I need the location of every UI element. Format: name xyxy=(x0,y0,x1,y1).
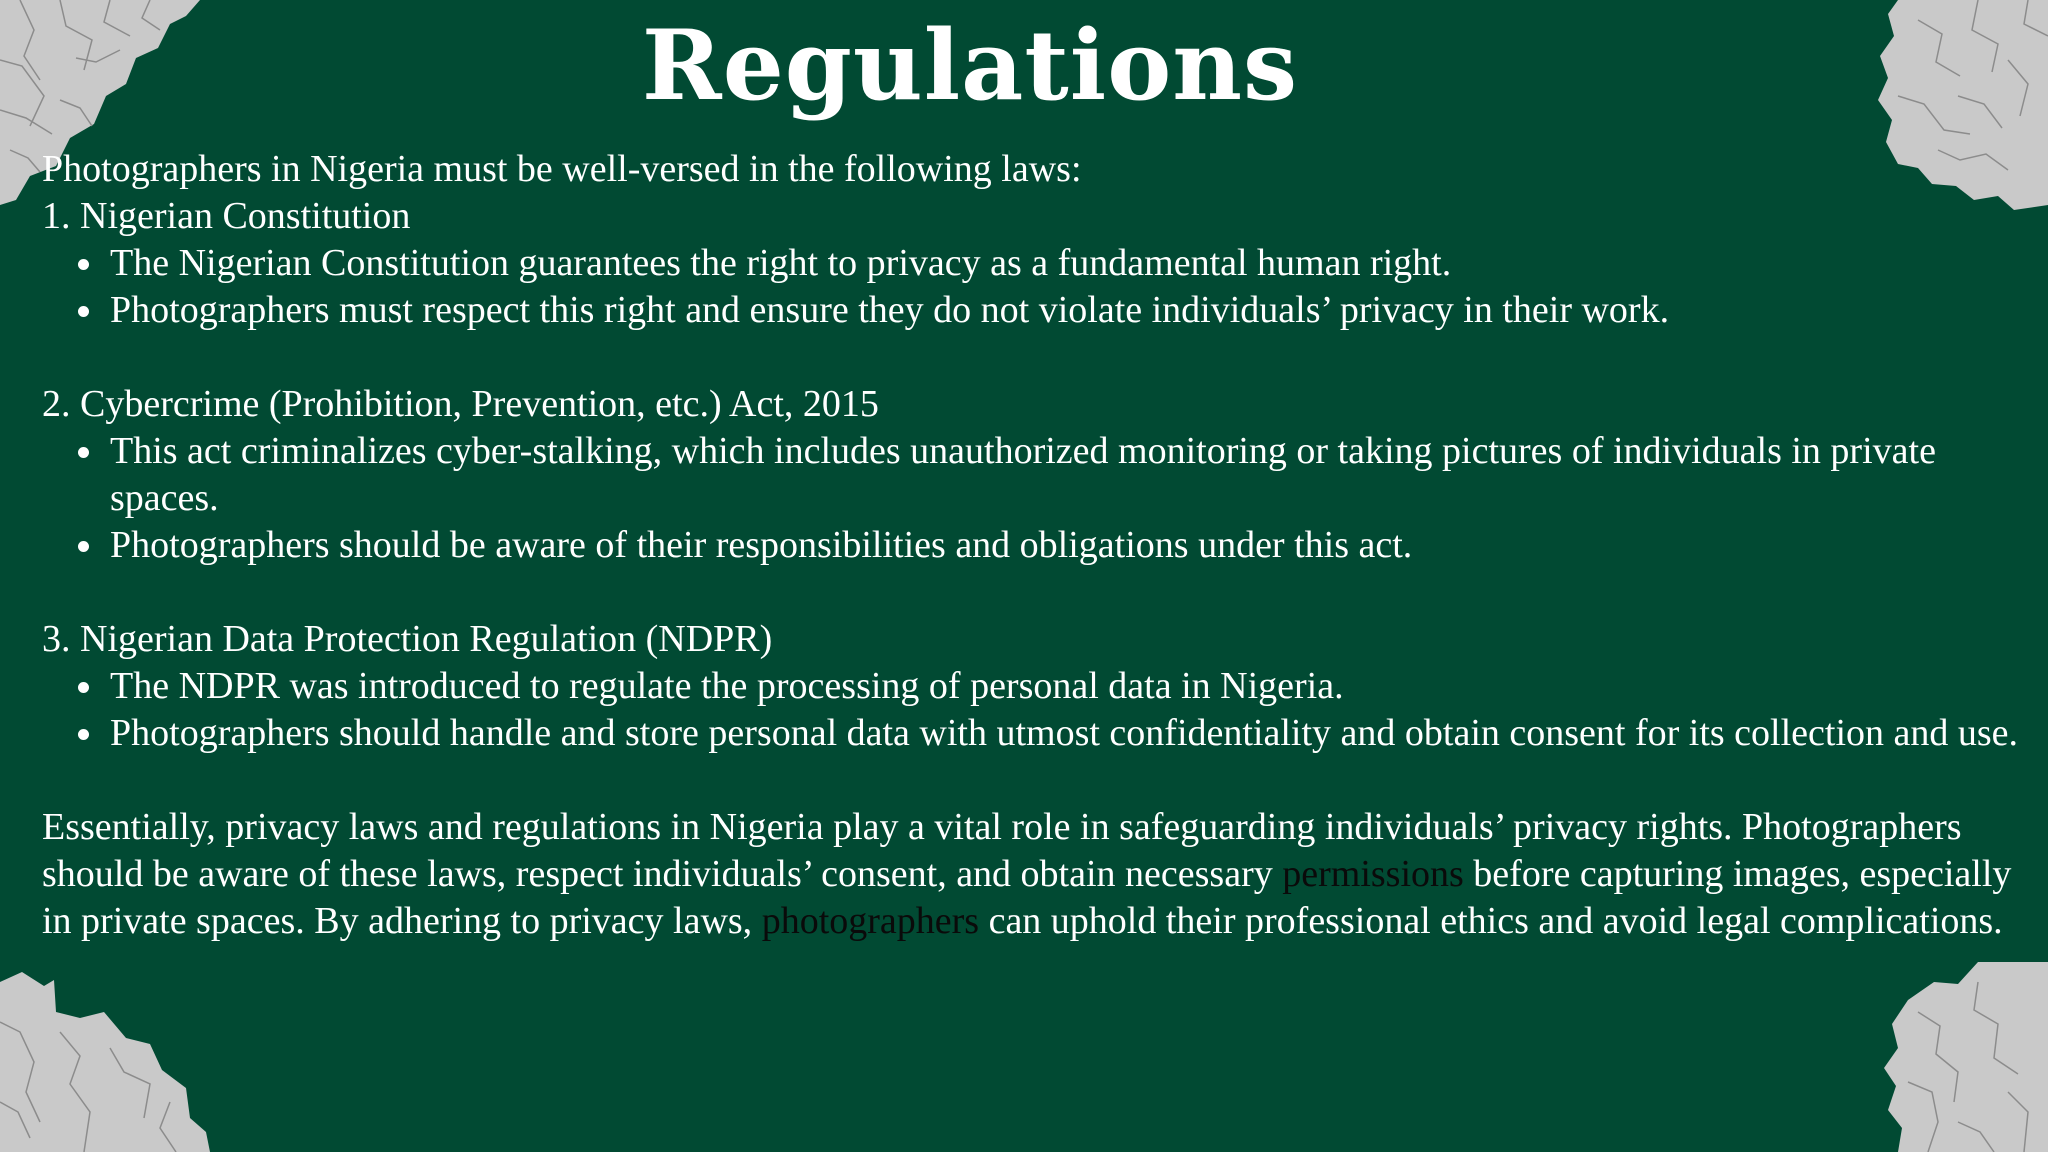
section-heading-constitution: 1. Nigerian Constitution xyxy=(42,195,411,237)
section-heading-ndpr: 3. Nigerian Data Protection Regulation (NDPR) xyxy=(42,618,773,660)
spacer xyxy=(42,757,2032,804)
conclusion-word-permissions: permissions xyxy=(1282,853,1464,895)
slide-title: Regulations xyxy=(641,9,1299,122)
conclusion-text: Essentially, privacy laws and regulations in Nigeria play a vital role in safeguarding individuals’ privacy rights. Photographers should be aware of these laws, respect individuals’ consent, and obtain necessary xyxy=(42,806,1962,895)
bullet-list-cybercrime-act xyxy=(42,428,2032,569)
conclusion-word-photographers: photographers xyxy=(761,900,980,942)
bullet-list-ndpr xyxy=(42,663,2032,757)
intro-text: Photographers in Nigeria must be well-versed in the following laws: xyxy=(42,148,1082,190)
spacer xyxy=(42,569,2032,616)
bullet-item: The NDPR was introduced to regulate the processing of personal data in Nigeria. xyxy=(110,663,2032,710)
slide-body xyxy=(42,146,2032,945)
bullet-item: The Nigerian Constitution guarantees the right to privacy as a fundamental human right. xyxy=(110,240,2032,287)
bullet-list-constitution xyxy=(42,240,2032,334)
bullet-item: Photographers should be aware of their responsibilities and obligations under this act. xyxy=(110,522,2032,569)
section-heading-cybercrime-act: 2. Cybercrime (Prohibition, Prevention, etc.) Act, 2015 xyxy=(42,383,879,425)
conclusion-text: before capturing images, especially in private spaces. By adhering to privacy laws, xyxy=(42,853,2012,942)
conclusion-paragraph xyxy=(42,804,2032,945)
conclusion-text: can uphold their professional ethics and avoid legal complications. xyxy=(979,900,2003,942)
bullet-item: This act criminalizes cyber-stalking, which includes unauthorized monitoring or taking pictures of individuals in private spaces. xyxy=(110,428,2032,522)
spacer xyxy=(42,334,2032,381)
bullet-item: Photographers should handle and store personal data with utmost confidentiality and obtain consent for its collection and use. xyxy=(110,710,2032,757)
bullet-item: Photographers must respect this right and ensure they do not violate individuals’ privacy in their work. xyxy=(110,287,2032,334)
